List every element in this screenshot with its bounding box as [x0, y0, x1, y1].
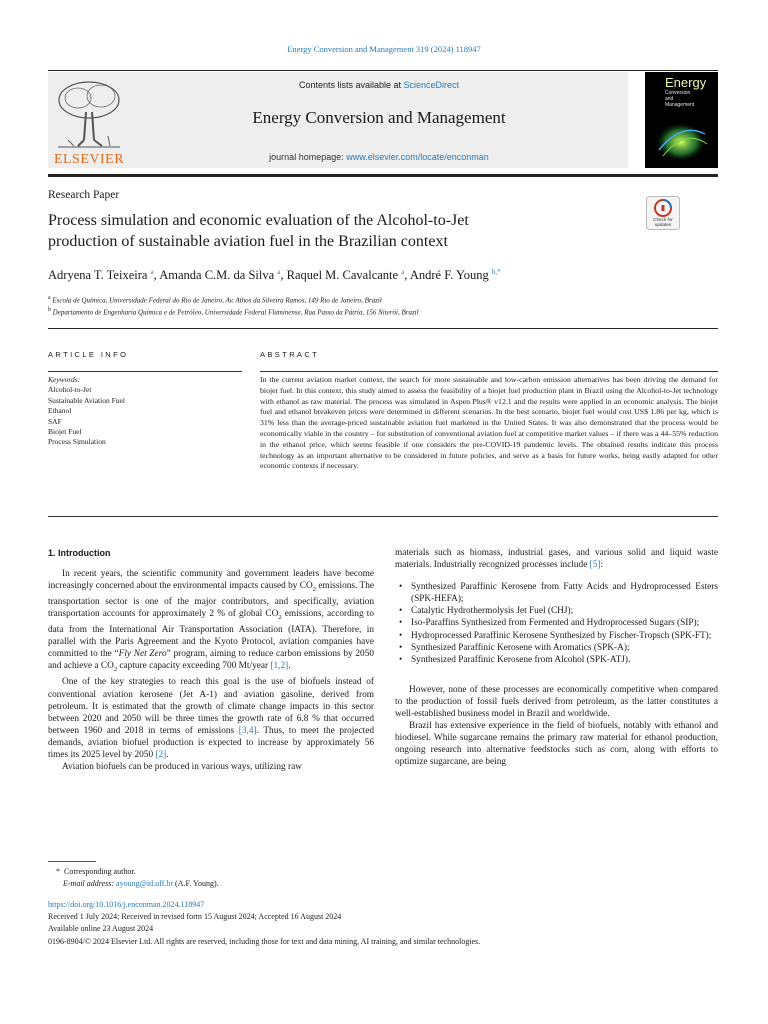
email-link[interactable]: ayoung@id.uff.br: [116, 879, 174, 888]
cover-art-icon: [645, 72, 718, 168]
list-item: • Synthesized Paraffinic Kerosene with Aromatics (SPK-A);: [395, 642, 718, 654]
contents-line: [130, 80, 628, 90]
publisher-wordmark: ELSEVIER: [53, 152, 125, 167]
citation-link[interactable]: [2]: [155, 749, 167, 760]
list-item: • Hydroprocessed Paraffinic Kerosene Synthesized by Fischer-Tropsch (SPK-FT);: [395, 630, 718, 642]
elsevier-tree-icon: [48, 76, 130, 154]
paragraph: One of the key strategies to reach this goal is the use of biofuels instead of conventional aviation kerosene (Jet A-1) and aviation gasoline, derived from petroleum. It is estimated that the growth of climate change impacts in this sector between 2020 and 2050 will be three times the growth rate of 6.8 % that occurred between 1960 and 2018 in terms of emissions [3,4]. Thus, to meet the projected demands, aviation biofuel production is expected to increase by approximately 56 times its 2025 level by 2050 [2].: [48, 677, 374, 760]
title-line-2: production of sustainable aviation fuel in the Brazilian context: [48, 233, 448, 250]
affiliation-mark: b: [48, 307, 51, 313]
paragraph: However, none of these processes are economically competitive when compared to the production of fossil fuels derived from petroleum, as the latter constitutes a well-established business model in Brazil and worldwide.: [395, 684, 718, 720]
cover-sub-3: Management: [665, 102, 695, 108]
front-matter-rule: [48, 328, 718, 329]
list-item: • Synthesized Paraffinic Kerosene from Fatty Acids and Hydroprocessed Esters (SPK-HEFA);: [395, 581, 718, 605]
journal-name: Energy Conversion and Management: [252, 108, 506, 127]
keyword-item: Ethanol: [48, 406, 72, 416]
check-line-2: updates: [654, 222, 672, 227]
copyright-line: 0196-8904/© 2024 Elsevier Ltd. All rights are reserved, including those for text and data mining, AI training, and similar technologies.: [48, 937, 481, 946]
keyword-item: SAF: [48, 416, 62, 426]
citation-link[interactable]: [5]: [589, 560, 601, 571]
homepage-prefix: journal homepage:: [269, 152, 347, 162]
corresponding-author-note: [56, 866, 136, 877]
author-affil-mark[interactable]: a: [150, 268, 154, 276]
section-heading: 1. Introduction: [48, 548, 111, 558]
email-note: [63, 878, 219, 889]
paragraph: Brazil has extensive experience in the field of biofuels, notably with ethanol and biodiesel. While sugarcane remains the primary raw material for ethanol production, ongoing research into alternative feedstocks such as corn, along with efforts to optimize sugarcane, are being: [395, 721, 718, 768]
footnote-text: Corresponding author.: [64, 867, 136, 876]
contents-prefix: Contents lists available at: [298, 80, 404, 90]
check-for-updates-button[interactable]: [646, 196, 680, 230]
banner-bottom-rule: [48, 174, 718, 177]
list-item: • Synthesized Paraffinic Kerosene from Alcohol (SPK-ATJ).: [395, 654, 718, 666]
doi-link[interactable]: https://doi.org/10.1016/j.enconman.2024.118947: [48, 900, 205, 909]
paragraph: In recent years, the scientific community and government leaders have become increasingly concerned about the environmental impacts caused by $CO_2$ emissions. The transportation sector is one of the major contributors, and specifically, aviation transportation accounts for approximately 2 % of global $CO_2$ emissions, according to data from the International Air Transportation Association (IATA). Therefore, in parallel with the Paris Agreement and the Kyoto Protocol, aviation companies have committed to the “Fly Net Zero” program, aiming to reduce carbon emissions by 2050 and achieve a $CO_2$ capture capacity exceeding 700 Mt/year [1,2].: [48, 569, 375, 674]
footnote-mark: *: [56, 867, 60, 876]
elsevier-logo: [48, 76, 130, 168]
author-name[interactable]: Adryena T. Teixeira: [48, 268, 148, 283]
affiliation-text: Escola de Química, Universidade Federal do Rio de Janeiro, Av. Athos da Silveira Ramos, 149 Rio de Janeiro, Brazil: [52, 296, 382, 305]
email-label: E-mail address:: [63, 879, 117, 888]
citation-link[interactable]: [1,2]: [270, 661, 289, 672]
body-column-left: [48, 547, 374, 773]
article-info-heading: ARTICLE INFO: [48, 350, 129, 359]
cover-sub-2: and: [665, 96, 674, 102]
abstract-heading: ABSTRACT: [260, 350, 320, 359]
footnote-rule: [48, 861, 96, 862]
keyword-item: Process Simulation: [48, 437, 106, 447]
author-name[interactable]: Raquel M. Cavalcante: [286, 268, 399, 283]
sciencedirect-link[interactable]: ScienceDirect: [403, 80, 460, 90]
affiliation: [48, 307, 419, 316]
title-line-1: Process simulation and economic evaluation of the Alcohol-to-Jet: [48, 212, 469, 229]
keyword-item: Biojet Fuel: [48, 427, 82, 437]
author-name[interactable]: Amanda C.M. da Silva: [159, 268, 275, 283]
keywords-rule: [48, 371, 242, 372]
list-item: • Catalytic Hydrothermolysis Jet Fuel (CHJ);: [395, 605, 718, 617]
affiliation: [48, 295, 382, 304]
article-title: [48, 210, 638, 252]
author-affil-mark[interactable]: a: [401, 268, 405, 276]
homepage-line: [130, 152, 628, 162]
running-head: Energy Conversion and Management 319 (2024) 118947: [287, 44, 481, 54]
cover-title: Energy: [665, 75, 707, 90]
affiliation-mark: a: [48, 295, 51, 301]
process-list: [395, 581, 718, 666]
keyword-item: Alcohol-to-Jet: [48, 385, 92, 395]
citation-link[interactable]: [3,4]: [238, 725, 257, 736]
keywords-block: [48, 375, 242, 448]
paragraph: Aviation biofuels can be produced in various ways, utilizing raw: [62, 762, 302, 773]
abstract-text: In the current aviation market context, the search for more sustainable and low-carbon emission alternatives has been driving the demand for biojet fuel. In this context, this study aimed to assess the feasibility of a biojet fuel production plant in Brazil using the Alcohol-to-Jet technology with ethanol as raw material. The process was simulated in Aspen Plus® v12.1 and the results were applied in an economic analysis. The biojet fuel and ethanol breakeven prices were determined in different scenarios. In the best scenario, biojet fuel would cost US$ 1.86 per kg, which is 31% less than the average-priced sustainable aviation fuel marketed in the United States. It was also demonstrated that the process would be economically viable in the country – for substitution of conventional aviation fuel at competitive market values – if there was a 44–55% reduction in the ethanol price, which seems feasible if one considers the pre-COVID-19 pandemic levels. The obtained results indicate this process technology as an important alternative to be considered in future policies, and serve as a basis for future works, being easily adapted for other economic contexts if necessary.: [260, 375, 718, 471]
abstract-bottom-rule: [48, 516, 718, 517]
affiliation-text: Departamento de Engenharia Química e de Petróleo, Universidade Federal Fluminense, Rua Passo da Pátria, 156 Niterói, Brazil: [52, 308, 419, 317]
received-dates: Received 1 July 2024; Received in revised form 15 August 2024; Accepted 16 August 2024: [48, 912, 342, 921]
check-line-1: Check for: [653, 217, 673, 222]
cover-sub-1: Conversion: [665, 90, 691, 96]
article-type: Research Paper: [48, 189, 120, 201]
body-column-right: [395, 547, 718, 769]
author-affil-mark[interactable]: a: [277, 268, 281, 276]
email-owner: (A.F. Young).: [173, 879, 219, 888]
author-name[interactable]: André F. Young: [409, 268, 489, 283]
banner-top-rule: [48, 70, 718, 71]
keywords-label: Keywords:: [48, 375, 81, 384]
author-list: Adryena T. Teixeira $^a$, Amanda C.M. da Silva $^a$, Raquel M. Cavalcante $^a$, André F. Young $^{b,*}$: [48, 268, 501, 283]
homepage-link[interactable]: www.elsevier.com/locate/enconman: [346, 152, 489, 162]
journal-cover: [645, 72, 718, 168]
keyword-item: Sustainable Aviation Fuel: [48, 395, 125, 405]
list-item: • Iso-Paraffins Synthesized from Fermented and Hydroprocessed Sugars (SIP);: [395, 617, 718, 629]
online-date: Available online 23 August 2024: [48, 924, 154, 933]
author-affil-mark[interactable]: b,*: [491, 268, 501, 276]
abstract-rule: [260, 371, 718, 372]
paragraph: materials such as biomass, industrial gases, and various solid and liquid waste materials. Industrially recognized processes include [5]:: [395, 548, 718, 571]
